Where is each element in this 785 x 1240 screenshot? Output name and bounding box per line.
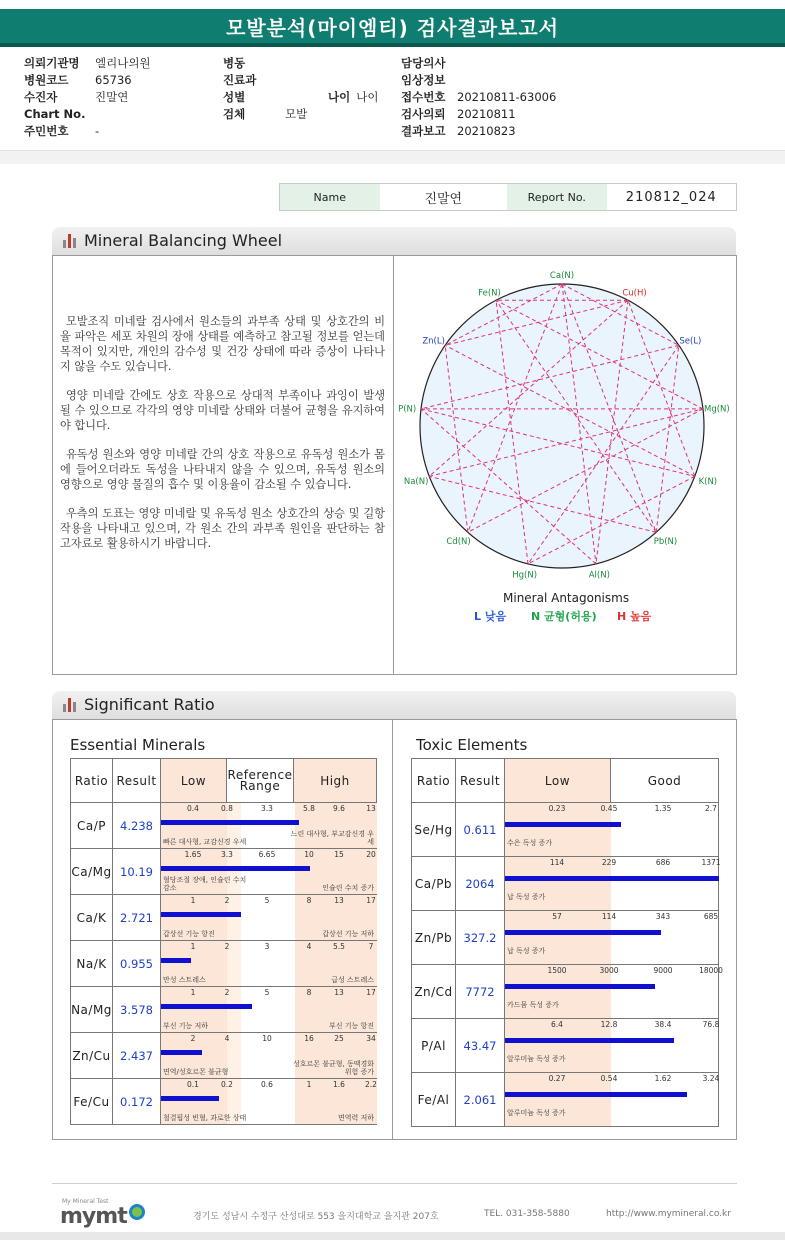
- tick-label: 5.8: [303, 804, 315, 813]
- ratio-name: Fe/Al: [412, 1073, 456, 1127]
- high-note: 면역력 저하: [337, 1114, 374, 1122]
- ratio-bar: [505, 1092, 687, 1097]
- graph-area: [505, 1019, 719, 1072]
- tick-label: 0.54: [600, 1074, 618, 1083]
- info-label: 의뢰기관명: [24, 56, 80, 70]
- tick-label: 13: [366, 804, 376, 813]
- table-row: [71, 987, 377, 1033]
- table-row: [412, 857, 719, 911]
- ratio-result: 10.19: [113, 849, 161, 895]
- tick-label: 3: [264, 942, 270, 951]
- toxic-table: [411, 758, 723, 1127]
- legend-item: L 낮음: [474, 610, 507, 623]
- info-label: 임상정보: [401, 73, 446, 87]
- ratio-result: 2064: [456, 857, 505, 911]
- tick-label: 1: [190, 942, 196, 951]
- essential-title: Essential Minerals: [70, 736, 206, 754]
- tick-label: 10: [304, 850, 314, 859]
- element-label: Cd(N): [446, 536, 471, 547]
- tick-label: 13: [334, 896, 344, 905]
- info-label: 진료과: [223, 73, 257, 87]
- tick-label: 57: [552, 912, 562, 921]
- tick-label: 0.6: [261, 1080, 273, 1089]
- tick-label: 114: [549, 858, 565, 867]
- footer-divider: [52, 1183, 737, 1184]
- ratio-graph: [505, 965, 723, 1019]
- ratio-result: 2.061: [456, 1073, 505, 1127]
- ratio-bar: [161, 1096, 219, 1101]
- legend-item: N 균형(허용): [531, 610, 597, 623]
- tick-label: 114: [601, 912, 617, 921]
- info-row: [24, 123, 151, 140]
- ratio-graph: [161, 1033, 377, 1079]
- tick-label: 38.4: [654, 1020, 672, 1029]
- tick-label: 4: [306, 942, 312, 951]
- low-note: 부신 기능 저하: [163, 1022, 209, 1030]
- essential-table: [70, 758, 377, 1125]
- info-label: 검사의뢰: [401, 107, 446, 121]
- element-label: Na(N): [403, 476, 429, 487]
- graph-area: [161, 803, 377, 848]
- info-value: 65736: [95, 73, 132, 87]
- ratio-result: 0.611: [456, 803, 505, 857]
- ratio-name: Na/Mg: [71, 987, 113, 1033]
- ratio-graph: [161, 895, 377, 941]
- tick-label: 3.3: [261, 804, 273, 813]
- info-row: [223, 55, 307, 72]
- tick-label: 7: [368, 942, 374, 951]
- patient-name-box: [279, 183, 737, 211]
- tick-label: 0.4: [187, 804, 199, 813]
- tick-label: 16: [304, 1034, 314, 1043]
- result-header: Result: [113, 759, 161, 803]
- low-note: 철결핍성 빈혈, 과로한 상태: [163, 1114, 247, 1122]
- high-note: 인슐린 수치 증가: [322, 884, 374, 892]
- report-no: 210812_024: [625, 189, 717, 205]
- low-header: Low: [161, 759, 227, 803]
- info-label: 접수번호: [401, 90, 446, 104]
- info-row: [24, 72, 151, 89]
- wheel-circle: [420, 284, 704, 568]
- tick-label: 18000: [699, 966, 723, 975]
- age-value: 나이: [356, 90, 379, 104]
- tick-label: 3.3: [221, 850, 233, 859]
- element-label: Mg(N): [703, 404, 730, 415]
- info-col-3: [401, 55, 556, 140]
- ratio-result: 7772: [456, 965, 505, 1019]
- info-col-1: [24, 55, 151, 140]
- tick-label: 34: [366, 1034, 376, 1043]
- tick-label: 0.45: [600, 804, 618, 813]
- footer-url[interactable]: http://www.mymineral.co.kr: [606, 1209, 731, 1219]
- info-value: 20210811-63006: [457, 90, 557, 104]
- patient-name: 진말연: [424, 191, 463, 207]
- ratio-section-title: Significant Ratio: [84, 695, 215, 714]
- graph-area: [505, 911, 719, 964]
- ref-header: Reference Range: [227, 759, 294, 803]
- ratio-name: Ca/Pb: [412, 857, 456, 911]
- bottom-band: [0, 1232, 785, 1240]
- ratio-header: Ratio: [71, 759, 113, 803]
- tick-label: 343: [655, 912, 671, 921]
- legend-item: H 높음: [617, 610, 652, 623]
- wheel-section-header: [52, 227, 736, 255]
- table-row: [412, 911, 719, 965]
- info-row: [401, 123, 556, 140]
- info-row: [401, 106, 556, 123]
- tick-label: 3000: [599, 966, 619, 975]
- ratio-result: 2.437: [113, 1033, 161, 1079]
- element-label: K(N): [698, 476, 718, 487]
- tick-label: 685: [703, 912, 719, 921]
- ratio-name: Na/K: [71, 941, 113, 987]
- info-row: [223, 106, 307, 123]
- wheel-paragraph: 우측의 도표는 영양 미네랄 및 유독성 원소 상호간의 상승 및 길항 작용을 나타내고 있으며, 각 원소 간의 과부족 원인을 판단하는 참고자료로 활용하시기 바랍니다.: [60, 507, 385, 550]
- ratio-graph: [505, 803, 719, 857]
- age-label: 나이: [328, 90, 351, 104]
- ratio-graph: [161, 1079, 377, 1125]
- report-no-label: Report No.: [507, 184, 607, 210]
- table-row: [71, 895, 377, 941]
- ratio-graph: [505, 1019, 719, 1073]
- tick-label: 1: [306, 1080, 312, 1089]
- ratio-graph: [505, 857, 719, 911]
- graph-area: [505, 1073, 719, 1126]
- table-row: [71, 1079, 377, 1125]
- tick-label: 2.2: [365, 1080, 377, 1089]
- info-col-2: [223, 55, 307, 123]
- info-row: [223, 72, 307, 89]
- header-divider: [0, 150, 785, 164]
- ratio-result: 327.2: [456, 911, 505, 965]
- tick-label: 1371: [701, 858, 721, 867]
- ratio-name: Zn/Pb: [412, 911, 456, 965]
- ratio-bar: [505, 930, 661, 935]
- ratio-result: 3.578: [113, 987, 161, 1033]
- logo-text: mymt: [60, 1204, 127, 1229]
- element-label: P(N): [398, 404, 417, 415]
- footer-tel: TEL. 031-358-5880: [484, 1209, 570, 1219]
- tick-label: 1.6: [333, 1080, 345, 1089]
- tick-label: 3.24: [702, 1074, 720, 1083]
- ratio-result: 0.172: [113, 1079, 161, 1125]
- ratio-name: Se/Hg: [412, 803, 456, 857]
- element-label: Pb(N): [653, 536, 678, 547]
- tick-label: 1500: [547, 966, 567, 975]
- graph-area: [161, 987, 377, 1032]
- tick-label: 6.65: [258, 850, 276, 859]
- element-label: Zn(L): [422, 336, 445, 347]
- low-note: 빠른 대사형, 교감신경 우세: [163, 838, 247, 846]
- ratio-result: 2.721: [113, 895, 161, 941]
- ratio-graph: [161, 803, 377, 849]
- element-label: Se(L): [679, 336, 702, 347]
- ratio-graph: [505, 1073, 719, 1127]
- risk-note: 알루미늄 독성 증가: [507, 1055, 566, 1063]
- toxic-title: Toxic Elements: [416, 736, 528, 754]
- high-note: 성호르몬 불균형, 동맥경화 위험 증가: [292, 1060, 374, 1076]
- tick-label: 1.35: [654, 804, 672, 813]
- ratio-bar: [161, 912, 241, 917]
- tick-label: 0.23: [548, 804, 566, 813]
- tick-label: 1: [190, 988, 196, 997]
- ratio-bar: [505, 984, 655, 989]
- ratio-bar: [161, 1050, 202, 1055]
- tick-label: 25: [334, 1034, 344, 1043]
- info-row: [401, 89, 556, 106]
- high-note: 갑상선 기능 저하: [322, 930, 374, 938]
- high-header: High: [294, 759, 377, 803]
- tick-label: 1: [190, 896, 196, 905]
- tick-label: 20: [366, 850, 376, 859]
- ratio-bar: [505, 1038, 674, 1043]
- mymt-logo: [60, 1204, 145, 1229]
- ratio-bar: [505, 822, 621, 827]
- info-label: Chart No.: [24, 107, 86, 121]
- name-label: Name: [280, 184, 380, 210]
- tick-label: 9000: [653, 966, 673, 975]
- ratio-header: Ratio: [412, 759, 456, 803]
- ratio-name: P/Al: [412, 1019, 456, 1073]
- ratio-name: Ca/K: [71, 895, 113, 941]
- tick-label: 15: [334, 850, 344, 859]
- low-note: 만성 스트레스: [163, 976, 206, 984]
- info-label: 주민번호: [24, 124, 69, 138]
- ratio-result: 43.47: [456, 1019, 505, 1073]
- low-note: 갑상선 기능 항진: [163, 930, 215, 938]
- table-row: [71, 1033, 377, 1079]
- table-row: [71, 803, 377, 849]
- element-label: Cu(H): [622, 288, 647, 299]
- element-label: Al(N): [588, 570, 610, 581]
- tick-label: 5: [264, 896, 270, 905]
- tick-label: 5: [264, 988, 270, 997]
- low-note: 혈당조절 장애, 인슐린 수치 감소: [163, 876, 247, 892]
- info-row: [223, 89, 307, 106]
- info-label: 담당의사: [401, 56, 446, 70]
- info-label: 검체: [223, 107, 246, 121]
- low-note: 면역/성호르몬 불균형: [163, 1068, 229, 1076]
- tick-label: 8: [306, 988, 312, 997]
- risk-note: 알루미늄 독성 증가: [507, 1109, 566, 1117]
- ratio-panel-divider: [392, 720, 393, 1139]
- good-header: Good: [611, 759, 719, 803]
- graph-area: [161, 941, 377, 986]
- risk-note: 카드뮴 독성 증가: [507, 1001, 559, 1009]
- info-label: 병원코드: [24, 73, 69, 87]
- ratio-name: Zn/Cd: [412, 965, 456, 1019]
- ratio-bar: [161, 866, 310, 871]
- ratio-result: 0.955: [113, 941, 161, 987]
- ratio-graph: [161, 941, 377, 987]
- tick-label: 13: [334, 988, 344, 997]
- risk-note: 납 독성 증가: [507, 947, 546, 955]
- graph-area: [161, 895, 377, 940]
- bar-chart-icon: [63, 698, 77, 712]
- high-note: 느린 대사형, 부교감신경 우세: [290, 830, 374, 846]
- tick-label: 0.2: [221, 1080, 233, 1089]
- tick-label: 17: [366, 988, 376, 997]
- footer-address: 경기도 성남시 수정구 산성대로 553 을지대학교 을지관 207호: [193, 1212, 439, 1222]
- graph-area: [161, 1079, 377, 1124]
- risk-note: 수은 독성 증가: [507, 839, 553, 847]
- info-row: [24, 55, 151, 72]
- tick-label: 8: [306, 896, 312, 905]
- ratio-bar: [161, 1004, 252, 1009]
- tick-label: 9.6: [333, 804, 345, 813]
- ratio-section-header: [52, 691, 736, 719]
- graph-area: [161, 1033, 377, 1078]
- tick-label: 2: [224, 896, 230, 905]
- report-title: 모발분석(마이엠티) 검사결과보고서: [0, 9, 785, 47]
- tick-label: 1.62: [654, 1074, 672, 1083]
- ratio-graph: [161, 849, 377, 895]
- table-row: [412, 1019, 719, 1073]
- element-label: Fe(N): [478, 288, 501, 299]
- tick-label: 5.5: [333, 942, 345, 951]
- age-field: [328, 89, 378, 106]
- logo-tagline: My Mineral Test: [62, 1198, 109, 1205]
- wheel-section-title: Mineral Balancing Wheel: [84, 231, 283, 250]
- tick-label: 1.65: [184, 850, 202, 859]
- tick-label: 2: [224, 942, 230, 951]
- info-label: 수진자: [24, 90, 58, 104]
- info-value: 20210823: [457, 124, 516, 138]
- table-row: [71, 849, 377, 895]
- ratio-name: Fe/Cu: [71, 1079, 113, 1125]
- table-row: [412, 965, 719, 1019]
- info-label: 성별: [223, 90, 246, 104]
- leaf-icon: [129, 1204, 145, 1220]
- tick-label: 76.8: [702, 1020, 720, 1029]
- tick-label: 686: [655, 858, 671, 867]
- tick-label: 0.27: [548, 1074, 566, 1083]
- info-row: [24, 106, 151, 123]
- info-label: 병동: [223, 56, 246, 70]
- info-row: [24, 89, 151, 106]
- table-row: [71, 941, 377, 987]
- mineral-wheel: [394, 256, 736, 596]
- graph-area: [505, 965, 723, 1018]
- tick-label: 229: [601, 858, 617, 867]
- wheel-paragraph: 영양 미네랄 간에도 상호 작용으로 상대적 부족이나 과잉이 발생될 수 있으므로 각각의 영양 미네랄 상태와 더불어 균형을 유지하여야 합니다.: [60, 389, 385, 432]
- info-value: 20210811: [457, 107, 516, 121]
- tick-label: 4: [224, 1034, 230, 1043]
- table-row: [412, 803, 719, 857]
- ratio-name: Ca/P: [71, 803, 113, 849]
- ratio-bar: [505, 876, 719, 881]
- graph-area: [505, 857, 719, 910]
- ratio-name: Ca/Mg: [71, 849, 113, 895]
- tick-label: 0.8: [221, 804, 233, 813]
- info-value: 엘리나의원: [95, 56, 151, 70]
- graph-area: [161, 849, 377, 894]
- ratio-graph: [505, 911, 719, 965]
- ratio-name: Zn/Cu: [71, 1033, 113, 1079]
- ratio-bar: [161, 820, 299, 825]
- wheel-paragraph: 유독성 원소와 영양 미네랄 간의 상호 작용으로 유독성 원소가 몸에 들어오더라도 독성을 나타내지 않을 수 있으며, 유독성 원소의 영향으로 영양 물질의 흡수 및 이용율이 감소될 수 있습니다.: [60, 448, 385, 491]
- table-row: [412, 1073, 719, 1127]
- tick-label: 17: [366, 896, 376, 905]
- info-value: 진말연: [95, 90, 129, 104]
- tick-label: 2: [224, 988, 230, 997]
- ratio-graph: [161, 987, 377, 1033]
- info-row: [401, 55, 556, 72]
- tick-label: 2: [190, 1034, 196, 1043]
- graph-area: [505, 803, 719, 856]
- antagonism-title: Mineral Antagonisms: [503, 591, 630, 605]
- info-label: 결과보고: [401, 124, 446, 138]
- low-header: Low: [505, 759, 611, 803]
- high-note: 부신 기능 항진: [328, 1022, 374, 1030]
- risk-note: 납 독성 증가: [507, 893, 546, 901]
- high-note: 급성 스트레스: [331, 976, 374, 984]
- element-label: Hg(N): [512, 570, 538, 581]
- info-row: [401, 72, 556, 89]
- tick-label: 2.7: [705, 804, 717, 813]
- ratio-bar: [161, 958, 191, 963]
- tick-label: 10: [262, 1034, 272, 1043]
- tick-label: 0.1: [187, 1080, 199, 1089]
- element-label: Ca(N): [549, 271, 575, 281]
- wheel-paragraph: 모발조직 미네랄 검사에서 원소들의 과부족 상태 및 상호간의 비율 파악은 세포 차원의 장애 상태를 예측하고 참고될 정보를 얻는데 목적이 있지만, 개인의 감수성 및 건강 상태에 따라 증상이 나타나지 않을 수도 있습니다.: [60, 315, 385, 373]
- tick-label: 6.4: [551, 1020, 563, 1029]
- result-header: Result: [456, 759, 505, 803]
- info-value: 모발: [285, 107, 308, 121]
- bar-chart-icon: [63, 234, 77, 248]
- wheel-description: [60, 314, 385, 565]
- info-value: -: [95, 124, 100, 138]
- tick-label: 12.8: [600, 1020, 618, 1029]
- ratio-result: 4.238: [113, 803, 161, 849]
